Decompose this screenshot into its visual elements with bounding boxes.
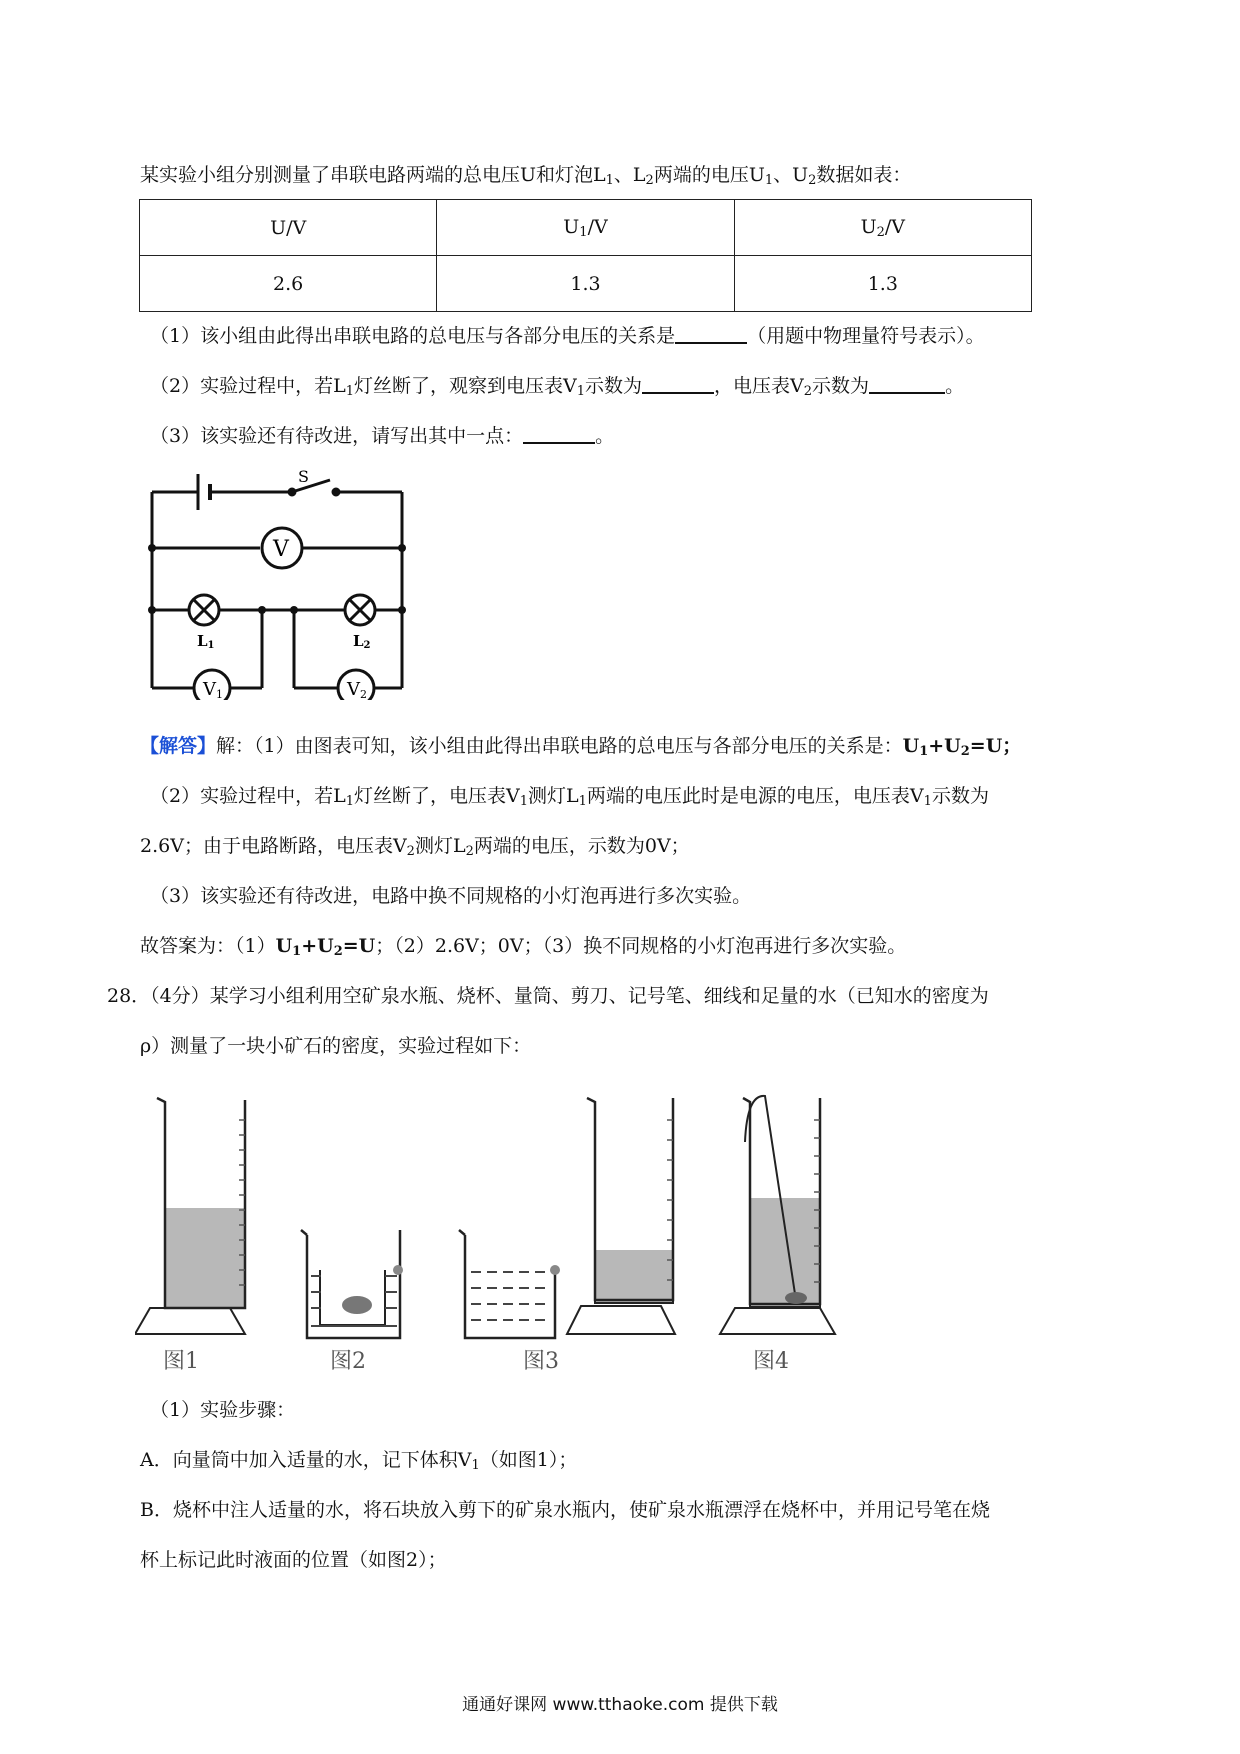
header-u2: $U_2/V$ xyxy=(734,200,1031,256)
lab-figures xyxy=(135,1080,855,1380)
step-b-line-2: 杯上标记此时液面的位置（如图2）； xyxy=(140,1549,447,1571)
cell-u1: 1.3 xyxy=(437,256,734,312)
answer-blank-1[interactable] xyxy=(675,324,747,344)
meter-v2-label: V2 xyxy=(347,679,367,700)
lamp1-label: L1 xyxy=(197,632,215,651)
answer-line-2: （2）实验过程中，若$L_1$灯丝断了，电压表$V_1$测灯$L_1$两端的电压此时是电源的电压，电压表$V_1$示数为 xyxy=(150,785,989,809)
steps-title: （1）实验步骤： xyxy=(150,1399,296,1421)
intro-text: 某实验小组分别测量了串联电路两端的总电压U和灯泡$L_1$、$L_2$两端的电压$U_1$、$U_2$数据如表： xyxy=(140,164,912,188)
question-28-line-1: 28．（4分）某学习小组利用空矿泉水瓶、烧杯、量筒、剪刀、记号笔、细线和足量的水（已知水的密度为 xyxy=(107,985,989,1007)
figure-1-cylinder xyxy=(135,1098,245,1374)
meter-v1-label: V1 xyxy=(203,679,223,700)
answer-blank-4[interactable] xyxy=(523,424,595,444)
figure-3-label: 图3 xyxy=(523,1349,559,1374)
answer-line-4: （3）该实验还有待改进，电路中换不同规格的小灯泡再进行多次实验。 xyxy=(150,885,752,907)
header-u: U/V xyxy=(140,200,437,256)
step-b-line-1: B．烧杯中注人适量的水，将石块放入剪下的矿泉水瓶内，使矿泉水瓶漂浮在烧杯中，并用记号笔在烧 xyxy=(140,1499,990,1521)
answer-line-3: 2.6V；由于电路断路，电压表$V_2$测灯$L_2$两端的电压，示数为0V； xyxy=(140,835,690,859)
figure-2-beaker xyxy=(301,1230,403,1374)
cell-u2: 1.3 xyxy=(734,256,1031,312)
figure-3-beaker-cylinder xyxy=(459,1098,675,1374)
switch-label: S xyxy=(298,467,309,486)
meter-v-label: V xyxy=(273,537,289,562)
circuit-diagram xyxy=(140,460,410,700)
figure-4-cylinder-stone xyxy=(720,1096,835,1374)
final-answer: 故答案为：$(1)U_1+U_2=U$；（2）2.6V；0V；（3）换不同规格的小灯泡再进行多次实验。 xyxy=(140,935,907,959)
lamp2-label: L2 xyxy=(353,632,371,651)
question-1: （1）该小组由此得出串联电路的总电压与各部分电压的关系是 （用题中物理量符号表示）。 xyxy=(150,325,985,347)
answer-blank-3[interactable] xyxy=(869,374,945,394)
voltage-table xyxy=(139,199,1032,312)
question-28-line-2: ρ）测量了一块小矿石的密度，实验过程如下： xyxy=(140,1035,532,1057)
step-a: A．向量筒中加入适量的水，记下体积$V_1$（如图1）； xyxy=(140,1449,578,1473)
question-2: （2）实验过程中，若$L_1$灯丝断了，观察到电压表$V_1$示数为 ，电压表$V_2$示数为 。 xyxy=(150,375,965,399)
answer-tag: 【解答】 xyxy=(140,735,217,757)
footer-text: 通通好课网 www.tthaoke.com 提供下载 xyxy=(462,1695,778,1715)
figure-1-label: 图1 xyxy=(163,1349,199,1374)
table-row xyxy=(140,256,1032,312)
figure-2-label: 图2 xyxy=(330,1349,366,1374)
table-header-row xyxy=(140,200,1032,256)
header-u1: $U_1/V$ xyxy=(437,200,734,256)
answer-blank-2[interactable] xyxy=(642,374,714,394)
question-3: （3）该实验还有待改进，请写出其中一点： 。 xyxy=(150,425,615,447)
cell-u: 2.6 xyxy=(140,256,437,312)
answer-line-1: 【解答】解：（1）由图表可知，该小组由此得出串联电路的总电压与各部分电压的关系是：$U_1+U_2=U$； xyxy=(140,735,1022,759)
figure-4-label: 图4 xyxy=(753,1349,789,1374)
